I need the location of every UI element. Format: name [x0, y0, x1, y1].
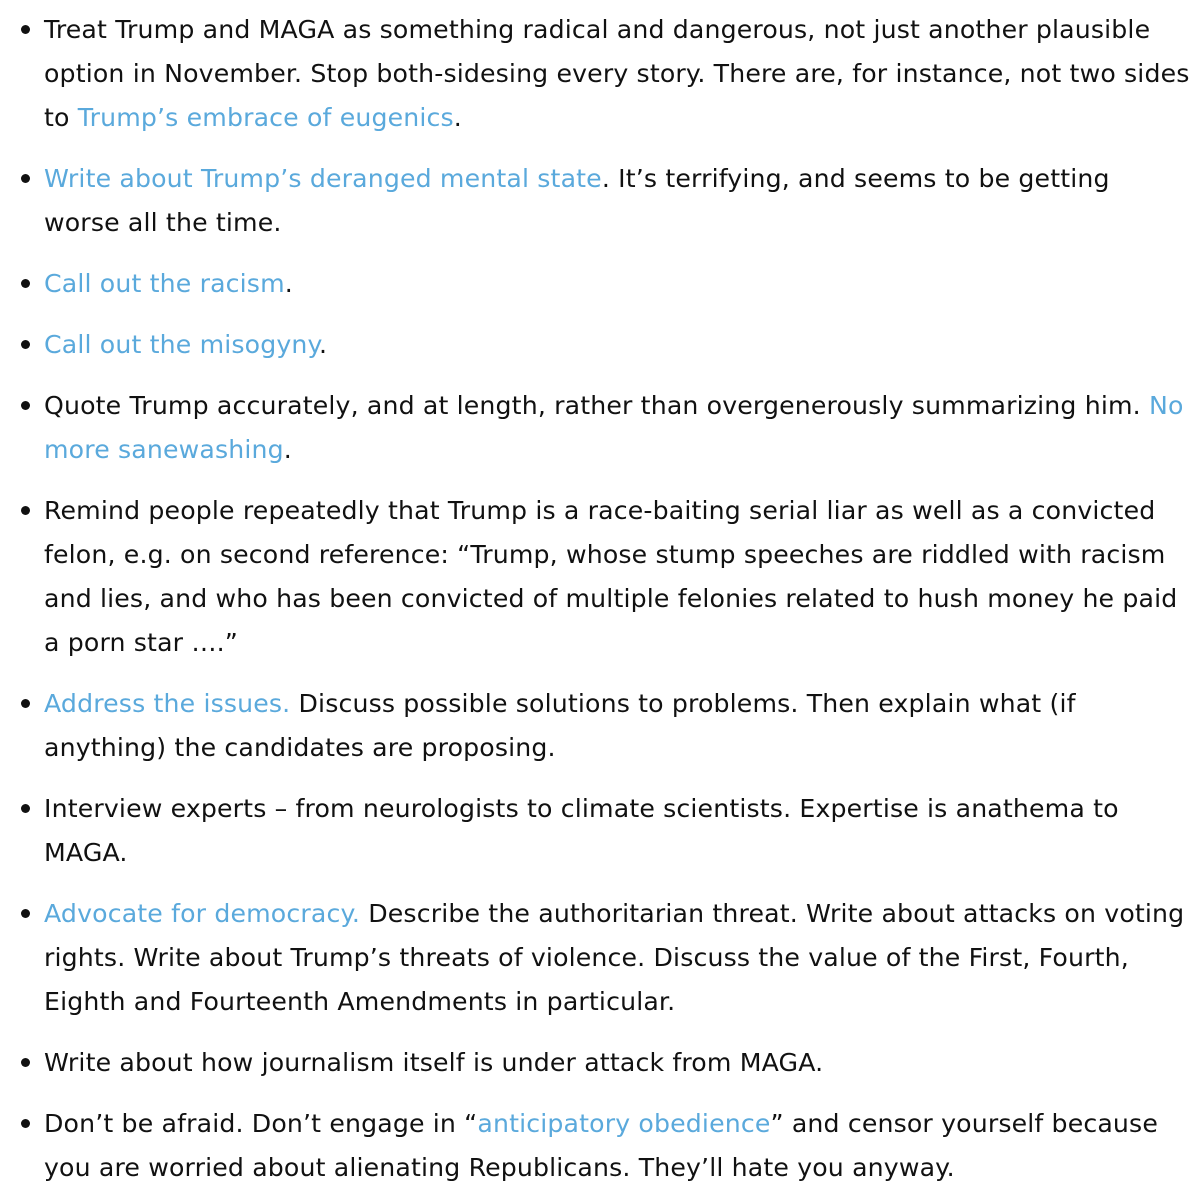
- list-item: [0, 489, 1190, 665]
- list-item: [0, 384, 1190, 472]
- item-text: .: [453, 103, 462, 132]
- item-text: .: [319, 330, 328, 359]
- bullet-list: [0, 8, 1190, 1190]
- item-text: . It’s terrifying, and seems to be getting worse all the time.: [44, 164, 1110, 237]
- list-item: [0, 8, 1190, 140]
- bullet-dot-icon: [21, 804, 30, 813]
- bullet-dot-icon: [21, 401, 30, 410]
- bullet-dot-icon: [21, 1058, 30, 1067]
- item-text: .: [284, 269, 293, 298]
- item-text: Write about how journalism itself is under attack from MAGA.: [44, 1048, 824, 1077]
- inline-link[interactable]: No more sanewashing: [44, 391, 1184, 464]
- list-item: [0, 323, 1190, 367]
- item-text: Interview experts – from neurologists to climate scientists. Expertise is anathema to MAGA.: [44, 794, 1119, 867]
- item-text: Don’t be afraid. Don’t engage in “: [44, 1109, 478, 1138]
- list-item: [0, 157, 1190, 245]
- bullet-dot-icon: [21, 174, 30, 183]
- list-item: [0, 682, 1190, 770]
- bullet-dot-icon: [21, 699, 30, 708]
- list-item: [0, 1041, 1190, 1085]
- list-item: [0, 787, 1190, 875]
- inline-link[interactable]: Trump’s embrace of eugenics: [77, 103, 454, 132]
- inline-link[interactable]: Advocate for democracy.: [44, 899, 361, 928]
- item-text: Describe the authoritarian threat. Write about attacks on voting rights. Write about Trump’s threats of violence. Discuss the value of the First, Fourth, Eighth and Fourteenth Amendments in particular.: [44, 899, 1185, 1016]
- bullet-dot-icon: [21, 909, 30, 918]
- list-item: [0, 262, 1190, 306]
- inline-link[interactable]: anticipatory obedience: [477, 1109, 771, 1138]
- item-text: Remind people repeatedly that Trump is a race-baiting serial liar as well as a convicted felon, e.g. on second reference: “Trump, whose stump speeches are riddled with racism and lies, and who has been convicted of multiple felonies related to hush money he paid a porn star ….”: [44, 496, 1178, 657]
- bullet-dot-icon: [21, 340, 30, 349]
- list-item: [0, 1102, 1190, 1190]
- item-text: .: [283, 435, 292, 464]
- item-text: Treat Trump and MAGA as something radical and dangerous, not just another plausible option in November. Stop both-sidesing every story. There are, for instance, not two sides to: [44, 15, 1190, 132]
- bullet-dot-icon: [21, 279, 30, 288]
- bullet-dot-icon: [21, 1119, 30, 1128]
- bullet-dot-icon: [21, 506, 30, 515]
- inline-link[interactable]: Call out the racism: [44, 269, 285, 298]
- inline-link[interactable]: Write about Trump’s deranged mental state: [44, 164, 602, 193]
- item-text: Discuss possible solutions to problems. Then explain what (if anything) the candidates are proposing.: [44, 689, 1076, 762]
- item-text: ” and censor yourself because you are worried about alienating Republicans. They’ll hate you anyway.: [44, 1109, 1158, 1182]
- item-text: Quote Trump accurately, and at length, rather than overgenerously summarizing him.: [44, 391, 1149, 420]
- bullet-dot-icon: [21, 25, 30, 34]
- inline-link[interactable]: Call out the misogyny: [44, 330, 320, 359]
- inline-link[interactable]: Address the issues.: [44, 689, 291, 718]
- list-item: [0, 892, 1190, 1024]
